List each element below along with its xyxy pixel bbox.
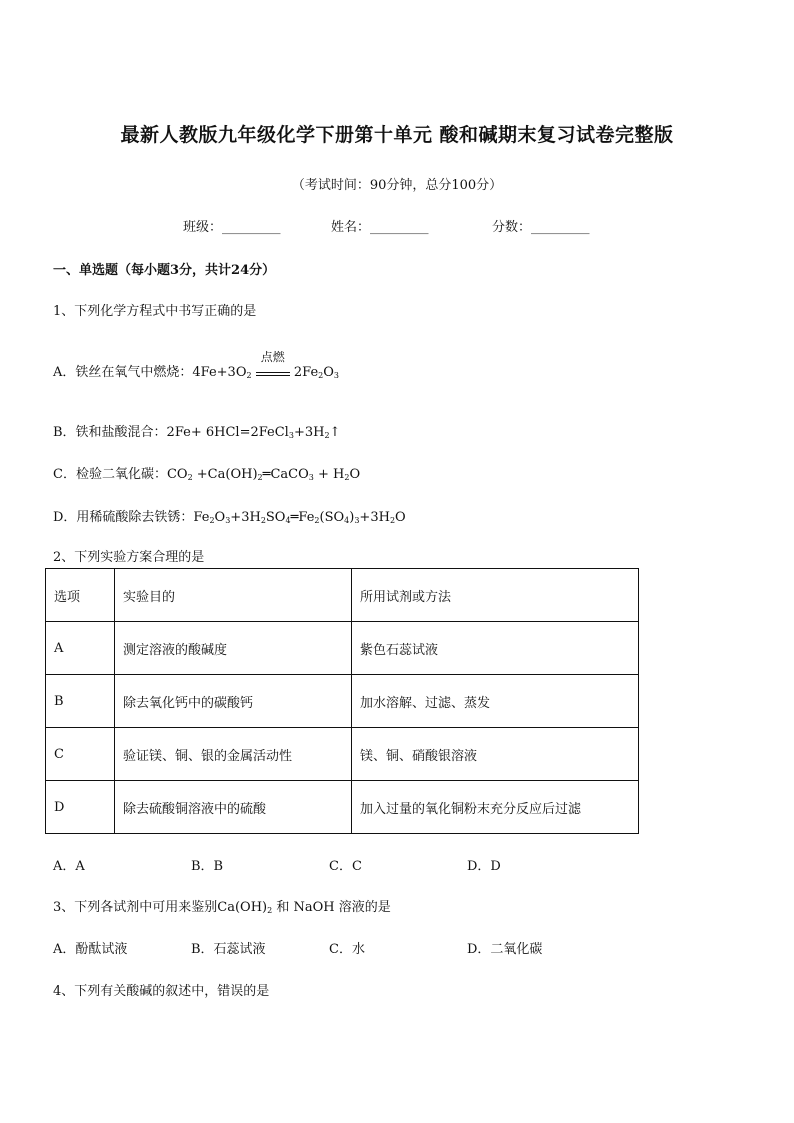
q2-option-c: C．C bbox=[329, 859, 362, 874]
q1-a-o: O bbox=[323, 365, 334, 380]
q1-d-part: ═Fe bbox=[290, 510, 315, 525]
table-cell: D bbox=[46, 781, 115, 834]
exam-subtitle: （考试时间：90分钟，总分100分） bbox=[291, 178, 503, 193]
subscript: 2 bbox=[314, 516, 320, 525]
q1-option-a bbox=[53, 350, 339, 380]
table-cell: 加入过量的氧化铜粉末充分反应后过滤 bbox=[352, 781, 639, 834]
table-row bbox=[46, 781, 639, 834]
exam-title: 最新人教版九年级化学下册第十单元 酸和碱期末复习试卷完整版 bbox=[120, 124, 674, 146]
q4-stem: 4、下列有关酸碱的叙述中，错误的是 bbox=[53, 984, 270, 999]
q1-d-part: +3H bbox=[359, 510, 390, 525]
q3-option-b: B．石蕊试液 bbox=[191, 942, 266, 957]
subscript: 2 bbox=[246, 371, 252, 380]
subscript: 2 bbox=[267, 906, 273, 915]
subscript: 3 bbox=[354, 516, 360, 525]
section-heading: 一、单选题（每小题3分，共计24分） bbox=[53, 263, 276, 278]
subscript: 2 bbox=[260, 516, 266, 525]
name-field: 姓名：_________ bbox=[331, 220, 429, 235]
subscript: 2 bbox=[257, 473, 263, 482]
q1-option-b bbox=[53, 421, 340, 440]
q1-option-d bbox=[53, 506, 406, 525]
table-row bbox=[46, 728, 639, 781]
table-cell: 紫色石蕊试液 bbox=[352, 622, 639, 675]
subscript: 3 bbox=[333, 371, 339, 380]
class-field: 班级：_________ bbox=[183, 220, 281, 235]
table-cell: 测定溶液的酸碱度 bbox=[115, 622, 352, 675]
q3-stem bbox=[53, 896, 391, 915]
q2-option-b: B．B bbox=[191, 859, 224, 874]
up-arrow-icon: ↑ bbox=[329, 425, 341, 440]
subscript: 4 bbox=[285, 516, 291, 525]
table-header-cell: 实验目的 bbox=[115, 569, 352, 622]
q1-c-mid3: + H bbox=[313, 467, 345, 482]
table-cell: 除去氧化钙中的碳酸钙 bbox=[115, 675, 352, 728]
table-cell: 镁、铜、硝酸银溶液 bbox=[352, 728, 639, 781]
table-cell: 加水溶解、过滤、蒸发 bbox=[352, 675, 639, 728]
subscript: 2 bbox=[344, 473, 350, 482]
q1-c-text: C．检验二氧化碳：CO bbox=[53, 467, 188, 482]
equals-bars bbox=[256, 372, 290, 376]
subscript: 3 bbox=[288, 431, 294, 440]
q1-d-part: O bbox=[395, 510, 406, 525]
q1-stem: 1、下列化学方程式中书写正确的是 bbox=[53, 304, 257, 319]
q1-a-text: A．铁丝在氧气中燃烧：4Fe+3O bbox=[53, 365, 247, 380]
score-field: 分数：_________ bbox=[492, 220, 590, 235]
condition-label: 点燃 bbox=[260, 350, 285, 364]
q3-option-c: C．水 bbox=[329, 942, 365, 957]
q1-d-part: (SO bbox=[319, 510, 345, 525]
q1-c-mid1: +Ca(OH) bbox=[192, 467, 258, 482]
table-cell: 验证镁、铜、银的金属活动性 bbox=[115, 728, 352, 781]
q3-stem-text: 3、下列各试剂中可用来鉴别Ca(OH) bbox=[53, 900, 268, 915]
subscript: 3 bbox=[225, 516, 231, 525]
subscript: 2 bbox=[318, 371, 324, 380]
q1-d-part: +3H bbox=[230, 510, 261, 525]
q1-d-part: O bbox=[214, 510, 226, 525]
q1-option-c bbox=[53, 463, 360, 482]
table-cell: C bbox=[46, 728, 115, 781]
reaction-condition bbox=[256, 350, 290, 376]
q1-b-text: B．铁和盐酸混合：2Fe+ 6HCl=2FeCl bbox=[53, 425, 289, 440]
q1-c-end: O bbox=[349, 467, 361, 482]
table-cell: B bbox=[46, 675, 115, 728]
q2-option-d: D．D bbox=[467, 859, 501, 874]
table-header-row bbox=[46, 569, 639, 622]
table-header-cell: 选项 bbox=[46, 569, 115, 622]
q1-a-product: 2Fe bbox=[293, 365, 319, 380]
table-cell: A bbox=[46, 622, 115, 675]
q1-d-part: ) bbox=[349, 510, 355, 525]
table-header-cell: 所用试剂或方法 bbox=[352, 569, 639, 622]
subscript: 3 bbox=[308, 473, 314, 482]
q3-option-a: A．酚酞试液 bbox=[53, 942, 128, 957]
q1-b-mid: +3H bbox=[293, 425, 325, 440]
q2-option-a: A．A bbox=[53, 859, 85, 874]
subscript: 2 bbox=[187, 473, 193, 482]
subscript: 2 bbox=[209, 516, 215, 525]
table-cell: 除去硫酸铜溶液中的硫酸 bbox=[115, 781, 352, 834]
q3-stem-suffix: 和 NaOH 溶液的是 bbox=[272, 900, 391, 915]
subscript: 4 bbox=[344, 516, 350, 525]
q3-option-d: D．二氧化碳 bbox=[467, 942, 543, 957]
subscript: 2 bbox=[324, 431, 330, 440]
subscript: 2 bbox=[389, 516, 396, 525]
table-row bbox=[46, 675, 639, 728]
table-row bbox=[46, 622, 639, 675]
q1-d-part: SO bbox=[265, 510, 286, 525]
q2-stem: 2、下列实验方案合理的是 bbox=[53, 550, 205, 565]
experiment-table bbox=[45, 568, 639, 834]
q1-d-text: D．用稀硫酸除去铁锈：Fe bbox=[53, 510, 210, 525]
q1-c-mid2: ═CaCO bbox=[262, 467, 309, 482]
